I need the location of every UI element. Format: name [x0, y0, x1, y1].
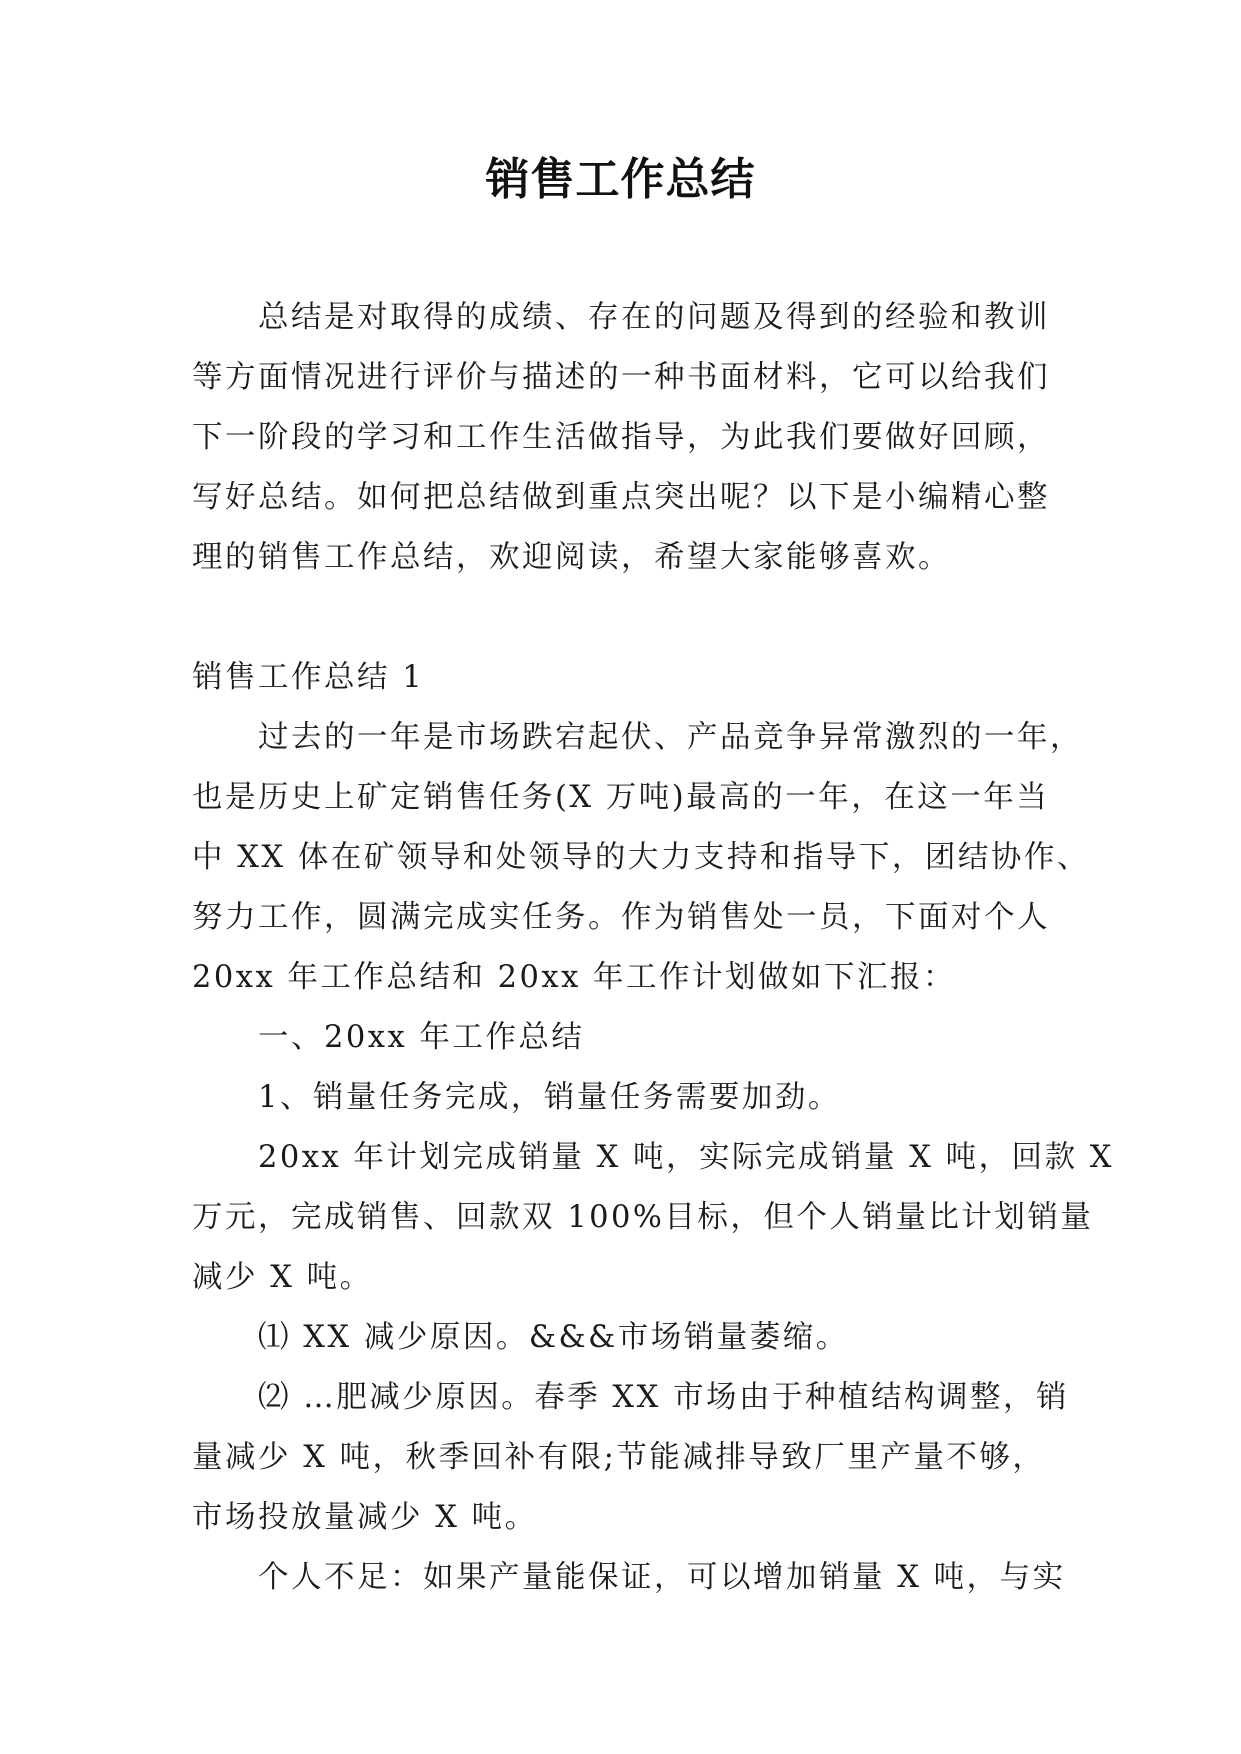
section-line: 中 XX 体在矿领导和处领导的大力支持和指导下，团结协作、 [192, 840, 1090, 875]
section-line: 个人不足：如果产量能保证，可以增加销量 X 吨，与实 [258, 1560, 1066, 1595]
section-line: 市场投放量减少 X 吨。 [192, 1500, 538, 1535]
section-line: ⑴ XX 减少原因。&&&市场销量萎缩。 [258, 1320, 849, 1355]
section-line: ⑵ …肥减少原因。春季 XX 市场由于种植结构调整，销 [258, 1380, 1070, 1415]
paragraph-gap [192, 588, 1056, 648]
intro-line: 理的销售工作总结，欢迎阅读，希望大家能够喜欢。 [192, 540, 951, 575]
section-line: 过去的一年是市场跌宕起伏、产品竞争异常激烈的一年， [258, 720, 1083, 755]
section-line: 1、销量任务完成，销量任务需要加劲。 [258, 1080, 841, 1115]
section-line: 努力工作，圆满完成实任务。作为销售处一员，下面对个人 [192, 900, 1050, 935]
document-title: 销售工作总结 [485, 154, 756, 205]
intro-line: 写好总结。如何把总结做到重点突出呢？以下是小编精心整 [192, 480, 1050, 515]
section-heading: 销售工作总结 1 [192, 660, 425, 695]
section-line: 一、20xx 年工作总结 [258, 1020, 585, 1055]
intro-line: 总结是对取得的成绩、存在的问题及得到的经验和教训 [258, 300, 1050, 335]
intro-line: 等方面情况进行评价与描述的一种书面材料，它可以给我们 [192, 360, 1050, 395]
section-line: 万元，完成销售、回款双 100%目标，但个人销量比计划销量 [192, 1200, 1094, 1235]
section-line: 20xx 年计划完成销量 X 吨，实际完成销量 X 吨，回款 X [258, 1140, 1115, 1175]
section-line: 减少 X 吨。 [192, 1260, 373, 1295]
section-line: 量减少 X 吨，秋季回补有限;节能减排导致厂里产量不够， [192, 1440, 1046, 1475]
intro-line: 下一阶段的学习和工作生活做指导，为此我们要做好回顾， [192, 420, 1050, 455]
section-line: 20xx 年工作总结和 20xx 年工作计划做如下汇报： [192, 960, 957, 995]
document-body [192, 288, 1115, 1608]
section-line: 也是历史上矿定销售任务(X 万吨)最高的一年，在这一年当 [192, 780, 1050, 815]
